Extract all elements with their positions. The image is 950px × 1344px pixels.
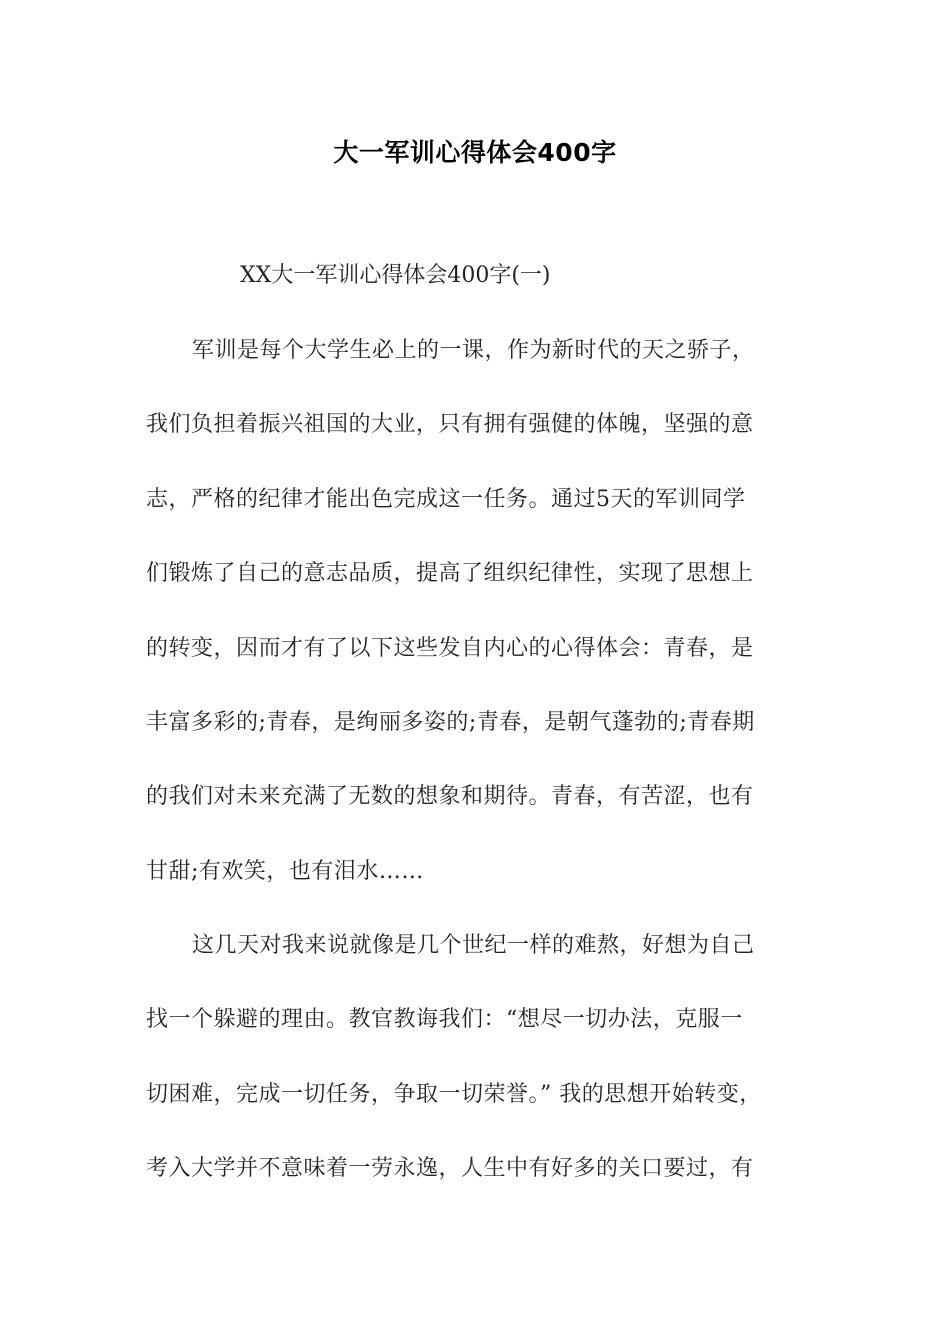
text-line: 甘甜;有欢笑，也有泪水…… (146, 858, 424, 884)
text-line: 的我们对未来充满了无数的想象和期待。青春，有苦涩，也有 (146, 784, 754, 810)
document-title: 大一军训心得体会400字 (333, 138, 617, 167)
text-line: 们锻炼了自己的意志品质，提高了组织纪律性，实现了思想上 (146, 561, 754, 587)
text-line: 切困难，完成一切任务，争取一切荣誉。” 我的思想开始转变， (146, 1081, 762, 1107)
text-line: 这几天对我来说就像是几个世纪一样的难熬，好想为自己 (192, 933, 755, 958)
text-line: 我们负担着振兴祖国的大业，只有拥有强健的体魄，坚强的意 (146, 412, 754, 438)
text-line: 考入大学并不意味着一劳永逸，人生中有好多的关口要过，有 (146, 1156, 754, 1182)
document-subtitle: XX大一军训心得体会400字(一) (240, 263, 551, 288)
paragraph-2 (146, 927, 836, 1187)
text-line: 的转变，因而才有了以下这些发自内心的心得体会：青春，是 (146, 635, 754, 661)
text-line: 军训是每个大学生必上的一课，作为新时代的天之骄子， (192, 338, 755, 363)
text-line: 找一个躲避的理由。教官教诲我们：“想尽一切办法，克服一 (146, 1007, 743, 1033)
paragraph-1 (146, 332, 836, 890)
text-line: 志，严格的纪律才能出色完成这一任务。通过5天的军训同学 (146, 486, 746, 512)
document-body (146, 332, 836, 1225)
text-line: 丰富多彩的;青春，是绚丽多姿的;青春，是朝气蓬勃的;青春期 (146, 709, 755, 735)
